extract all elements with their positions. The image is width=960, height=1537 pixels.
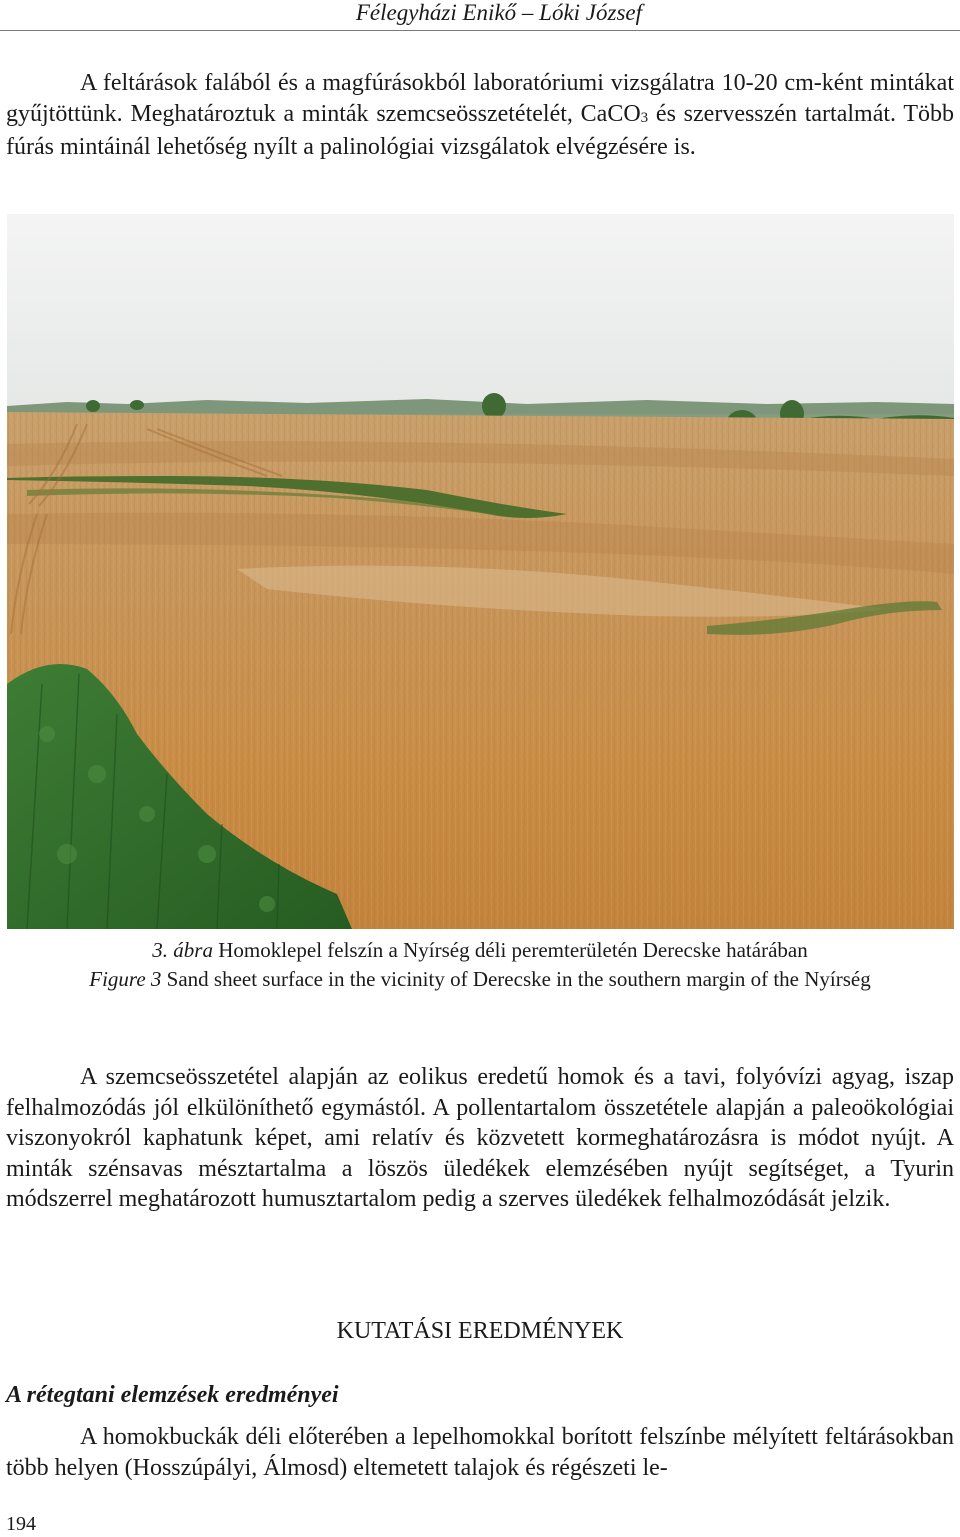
caption-label: 3. ábra xyxy=(152,938,213,962)
page-number: 194 xyxy=(6,1513,36,1535)
section-title: KUTATÁSI EREDMÉNYEK xyxy=(336,1318,624,1344)
running-header xyxy=(0,0,960,31)
wheat-field-photo xyxy=(7,214,954,929)
paragraph-methods xyxy=(6,68,954,163)
paragraph-text: és szervesszén tartalmát. Több fúrás mintáinál lehetőség nyílt a palinológiai vizsgálatok elvégzésére is. xyxy=(6,100,954,160)
sky xyxy=(7,214,954,414)
paragraph-text: A feltárások falából és a magfúrásokból laboratóriumi vizsgálatra 10-20 cm-ként mintákat gyűjtöttünk. Meghatároztuk a minták szemcseösszetételét, CaCO xyxy=(6,70,954,127)
subsection-title: A rétegtani elemzések eredményei xyxy=(6,1382,339,1408)
figure-caption xyxy=(60,936,900,994)
caption-text: Sand sheet surface in the vicinity of Derecske in the southern margin of the Nyírség xyxy=(161,967,871,991)
paragraph-results: A homokbuckák déli előterében a lepelhomokkal borított felszínbe mélyített feltárásokban több helyen (Hosszúpályi, Álmosd) eltemetett talajok és régészeti le- xyxy=(6,1424,954,1481)
figure-photo xyxy=(7,214,954,929)
caption-label: Figure 3 xyxy=(89,967,162,991)
caption-english xyxy=(60,965,900,994)
running-title: Félegyházi Enikő – Lóki József xyxy=(355,0,642,25)
caption-hungarian xyxy=(60,936,900,965)
formula-subscript: 3 xyxy=(640,109,649,126)
caption-text: Homoklepel felszín a Nyírség déli peremterületén Derecske határában xyxy=(212,938,808,962)
paragraph-grain-size: A szemcseösszetétel alapján az eolikus eredetű homok és a tavi, folyóvízi agyag, iszap felhalmozódás jól elkülöníthető egymástól. A pollentartalom összetétele alapján a paleoökológiai viszonyokról kaphatunk képet, ami relatív és közvetett kormeghatározásra is módot nyújt. A minták szénsavas mésztartalma a löszös üledékek elemzésében nyújt segítséget, a Tyurin módszerrel meghatározott humusztartalom pedig a szerves üledékek felhalmozódását jelzik. xyxy=(6,1064,954,1212)
